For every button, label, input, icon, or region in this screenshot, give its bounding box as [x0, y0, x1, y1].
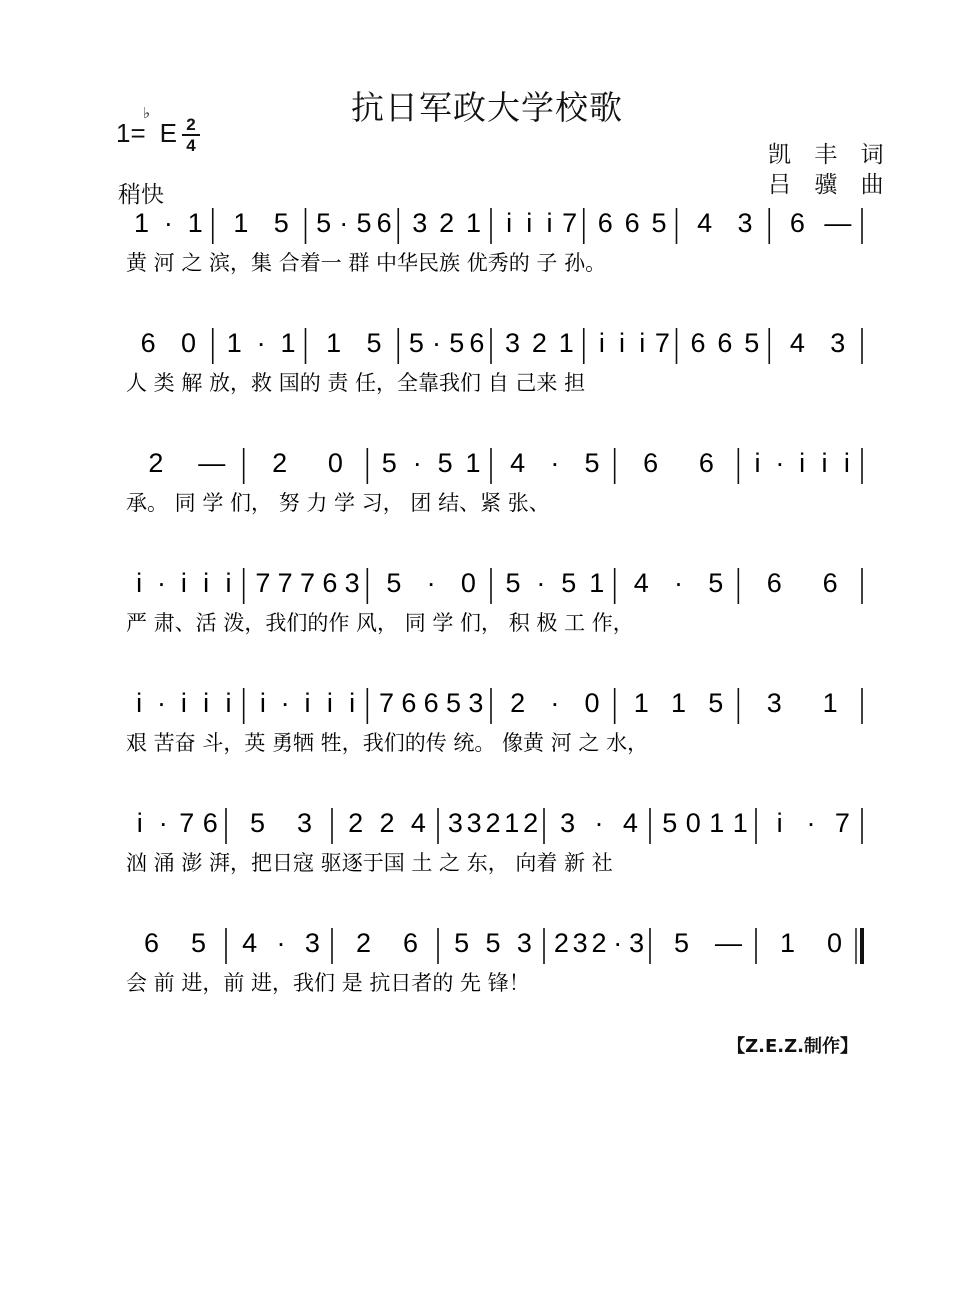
composer-credit: 吕 骥 曲 — [768, 172, 892, 198]
note: 5 — [449, 328, 465, 358]
note: 5 — [505, 568, 521, 598]
dot-mark: · — [339, 208, 349, 238]
note: i — [304, 688, 311, 718]
note: 4 — [410, 808, 426, 838]
note: i — [136, 688, 143, 718]
note: — — [824, 208, 852, 238]
note: 5 — [561, 568, 577, 598]
key-prefix: 1= — [116, 118, 146, 148]
note: 7 — [834, 808, 850, 838]
note: i — [225, 688, 232, 718]
note: 5 — [386, 568, 402, 598]
note: 3 — [572, 928, 588, 958]
lyricist-credit: 凯 丰 词 — [768, 142, 892, 168]
note: 5 — [662, 808, 678, 838]
dot-mark: · — [550, 688, 560, 718]
dot-mark: · — [157, 688, 166, 718]
note: 1 — [466, 208, 482, 238]
note: 2 — [553, 928, 569, 958]
note: 6 — [717, 328, 733, 358]
note: 0 — [584, 688, 600, 718]
note: 7 — [179, 808, 195, 838]
note: 2 — [439, 208, 455, 238]
dot-mark: · — [256, 328, 266, 358]
note: 5 — [249, 808, 266, 838]
note: 1 — [326, 328, 342, 358]
note: 7 — [562, 208, 578, 238]
note: i — [259, 688, 266, 718]
maker-tag: 【Z.E.Z.制作】 — [727, 1036, 858, 1057]
note: i — [598, 328, 605, 358]
note: 2 — [510, 688, 526, 718]
note: 6 — [469, 328, 485, 358]
note: 2 — [148, 448, 164, 478]
dot-mark: · — [806, 808, 816, 838]
note: i — [546, 208, 553, 238]
note: i — [821, 448, 828, 478]
lyric-line: 艰 苦奋 斗，英 勇牺 牲，我们的传 统。 像黄 河 之 水， — [126, 731, 649, 755]
note: 1 — [465, 448, 481, 478]
note: 5 — [673, 928, 690, 958]
note: 3 — [304, 928, 320, 958]
note: 3 — [504, 328, 520, 358]
dot-mark: · — [432, 328, 442, 358]
note: 3 — [412, 208, 428, 238]
note: 1 — [633, 688, 649, 718]
song-title: 抗日军政大学校歌 — [351, 88, 623, 127]
note: 6 — [624, 208, 640, 238]
note: i — [136, 568, 143, 598]
note: 4 — [789, 328, 805, 358]
note: 3 — [466, 808, 482, 838]
note: 3 — [468, 688, 484, 718]
note: 5 — [584, 448, 600, 478]
note: 6 — [789, 208, 805, 238]
note: 1 — [822, 688, 838, 718]
note: 5 — [190, 928, 207, 958]
note: 1 — [233, 208, 249, 238]
note: 6 — [143, 928, 160, 958]
note: 2 — [272, 448, 288, 478]
note: 1 — [226, 328, 242, 358]
note: 5 — [445, 688, 462, 718]
note: i — [754, 448, 761, 478]
note: 6 — [698, 448, 714, 478]
dot-mark: · — [594, 808, 604, 838]
note: i — [180, 688, 187, 718]
lyric-line: 会 前 进，前 进，我们 是 抗日者的 先 锋！ — [126, 971, 530, 995]
note: 1 — [280, 328, 296, 358]
note: 6 — [822, 568, 838, 598]
lyric-line: 黄 河 之 滨，集 合着一 群 中华民族 优秀的 子 孙。 — [126, 251, 607, 275]
note: 7 — [654, 328, 670, 358]
note: i — [619, 328, 626, 358]
note: 4 — [622, 808, 638, 838]
note: 0 — [327, 448, 343, 478]
note: 2 — [348, 808, 364, 838]
note: i — [349, 688, 356, 718]
lyric-line: 人 类 解 放，救 国的 责 任，全靠我们 自 己来 担 — [126, 371, 586, 395]
key-letter: E — [159, 118, 177, 148]
note: — — [198, 448, 226, 478]
note: 3 — [766, 688, 782, 718]
note: i — [326, 688, 333, 718]
meter-top: 2 — [186, 115, 196, 134]
note: 1 — [670, 688, 687, 718]
note: 1 — [558, 328, 574, 358]
note: 6 — [376, 208, 392, 238]
note: 1 — [779, 928, 796, 958]
note: 6 — [202, 808, 218, 838]
note: 5 — [273, 208, 289, 238]
note: i — [639, 328, 646, 358]
note: 2 — [523, 808, 539, 838]
note: 3 — [830, 328, 846, 358]
note: 3 — [560, 808, 576, 838]
note: i — [136, 808, 143, 838]
note: 2 — [531, 328, 547, 358]
note: i — [180, 568, 187, 598]
note: 6 — [643, 448, 659, 478]
note: 5 — [356, 208, 372, 238]
note: 2 — [355, 928, 372, 958]
note: 6 — [140, 328, 156, 358]
tempo-marking: 稍快 — [118, 182, 164, 208]
dot-mark: · — [775, 448, 785, 478]
dot-mark: · — [158, 808, 168, 838]
note: 5 — [408, 328, 424, 358]
lyric-line: 承。 同 学 们， 努 力 学 习， 团 结、紧 张、 — [126, 491, 550, 515]
note: 1 — [504, 808, 520, 838]
note: 5 — [651, 208, 667, 238]
dot-mark: · — [157, 568, 166, 598]
note: 7 — [378, 688, 395, 718]
note: 3 — [629, 928, 645, 958]
note: 7 — [299, 568, 316, 598]
note: 6 — [322, 568, 338, 598]
note: 1 — [589, 568, 605, 598]
dot-mark: · — [276, 928, 286, 958]
note: 6 — [401, 688, 417, 718]
note: 6 — [423, 688, 439, 718]
note: 5 — [316, 208, 332, 238]
note: 7 — [255, 568, 271, 598]
note: 3 — [344, 568, 360, 598]
dot-mark: · — [536, 568, 546, 598]
note: 6 — [597, 208, 613, 238]
note: 3 — [737, 208, 753, 238]
note: 4 — [633, 568, 649, 598]
note: 1 — [133, 208, 149, 238]
note: 5 — [366, 328, 382, 358]
note: 5 — [708, 568, 724, 598]
note: 3 — [296, 808, 313, 838]
note: i — [225, 568, 232, 598]
note: i — [843, 448, 850, 478]
note: 0 — [181, 328, 197, 358]
note: i — [776, 808, 783, 838]
note: 4 — [697, 208, 713, 238]
dot-mark: · — [163, 208, 173, 238]
note: 0 — [685, 808, 701, 838]
note: i — [799, 448, 806, 478]
note: 5 — [485, 928, 501, 958]
note: 6 — [402, 928, 419, 958]
note: 2 — [379, 808, 395, 838]
note: 2 — [591, 928, 607, 958]
dot-mark: · — [280, 688, 290, 718]
note: 0 — [826, 928, 843, 958]
lyric-line: 汹 涌 澎 湃，把日寇 驱逐于国 土 之 东， 向着 新 社 — [126, 851, 613, 875]
note: 5 — [708, 688, 724, 718]
note: i — [203, 688, 210, 718]
note: i — [203, 568, 210, 598]
flat-sign: ♭ — [143, 105, 151, 122]
note: 5 — [454, 928, 470, 958]
note: 6 — [690, 328, 706, 358]
note: 5 — [744, 328, 760, 358]
note: 1 — [187, 208, 203, 238]
note: 6 — [766, 568, 782, 598]
note: i — [526, 208, 533, 238]
dot-mark: · — [613, 928, 623, 958]
note: 7 — [277, 568, 293, 598]
note: 3 — [447, 808, 463, 838]
dot-mark: · — [426, 568, 436, 598]
dot-mark: · — [674, 568, 683, 598]
note: — — [715, 928, 742, 958]
note: 5 — [381, 448, 397, 478]
note: i — [506, 208, 513, 238]
dot-mark: · — [412, 448, 422, 478]
note: 4 — [510, 448, 526, 478]
note: 3 — [516, 928, 532, 958]
meter-bottom: 4 — [186, 136, 196, 155]
dot-mark: · — [550, 448, 560, 478]
note: 2 — [485, 808, 501, 838]
note: 1 — [709, 808, 725, 838]
note: 4 — [242, 928, 258, 958]
note: 5 — [437, 448, 453, 478]
lyric-line: 严 肃、活 泼，我们的作 风， 同 学 们， 积 极 工 作， — [126, 611, 634, 635]
note: 1 — [732, 808, 748, 838]
note: 0 — [460, 568, 476, 598]
